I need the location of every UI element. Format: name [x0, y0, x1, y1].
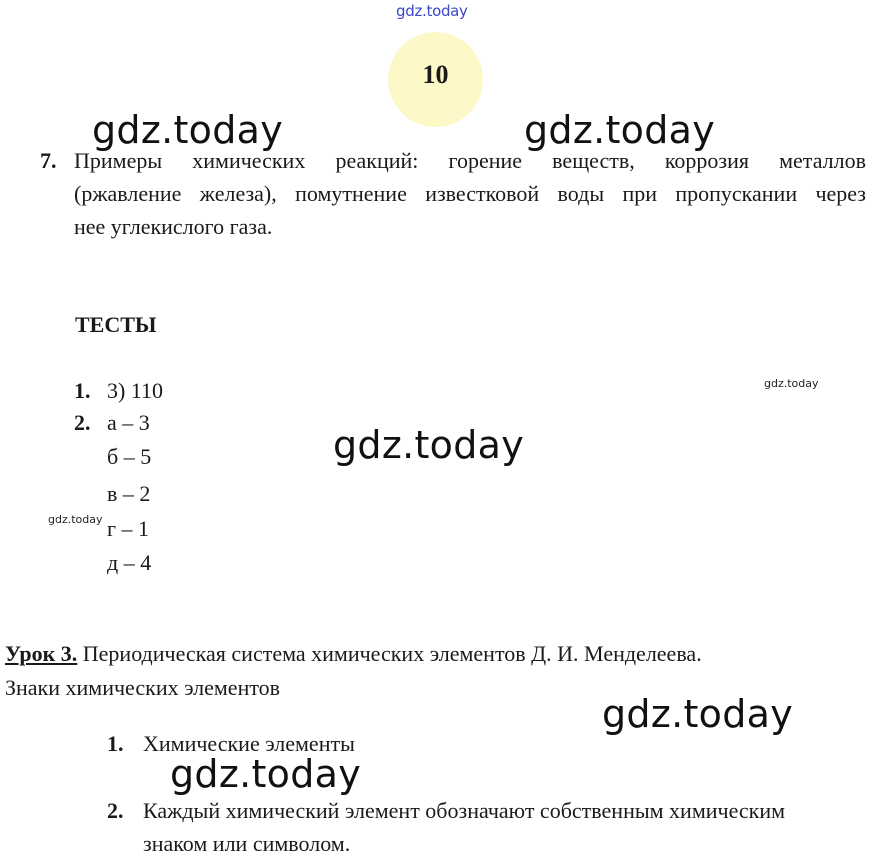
lesson-item-2-line-1: Каждый химический элемент обозначают собственным химическим — [143, 798, 786, 823]
lesson-item-1-number: 1. — [107, 731, 124, 756]
watermark-3: gdz.today — [333, 423, 525, 467]
test-1-number: 1. — [74, 378, 91, 403]
watermark-1: gdz.today — [92, 108, 284, 152]
task-7-line-2: (ржавление железа), помутнение известковой воды при пропускании через — [74, 181, 866, 206]
lesson-title-line-1 — [5, 637, 702, 671]
tests-heading: ТЕСТЫ — [75, 312, 157, 337]
test-2-answer-b: б – 5 — [107, 444, 152, 469]
lesson-title: Периодическая система химических элементов Д. И. Менделеева. — [82, 641, 702, 666]
watermark-small-1: gdz.today — [764, 377, 819, 390]
watermark-5: gdz.today — [170, 752, 362, 796]
watermark-small-2: gdz.today — [48, 513, 103, 526]
test-2-answer-g: г – 1 — [107, 516, 150, 541]
test-2-number: 2. — [74, 410, 91, 435]
lesson-title-line-2: Знаки химических элементов — [5, 675, 281, 700]
lesson-item-2-line-2: знаком или символом. — [143, 831, 351, 856]
test-1-answer: 3) 110 — [107, 378, 164, 403]
lesson-item-1-text: Химические элементы — [143, 731, 355, 756]
lesson-label: Урок 3. — [5, 641, 78, 666]
watermark-2: gdz.today — [524, 108, 716, 152]
task-7-line-1: Примеры химических реакций: горение веществ, коррозия металлов — [74, 148, 866, 173]
watermark-4: gdz.today — [602, 692, 794, 736]
test-2-answer-v: в – 2 — [107, 481, 151, 506]
test-2-answer-a: а – 3 — [107, 410, 150, 435]
task-7-line-3: нее углекислого газа. — [74, 214, 273, 239]
watermark-top: gdz.today — [396, 2, 468, 20]
lesson-item-2-number: 2. — [107, 798, 124, 823]
task-7-number: 7. — [40, 148, 57, 173]
page-number: 10 — [422, 60, 449, 89]
test-2-answer-d: д – 4 — [107, 550, 152, 575]
